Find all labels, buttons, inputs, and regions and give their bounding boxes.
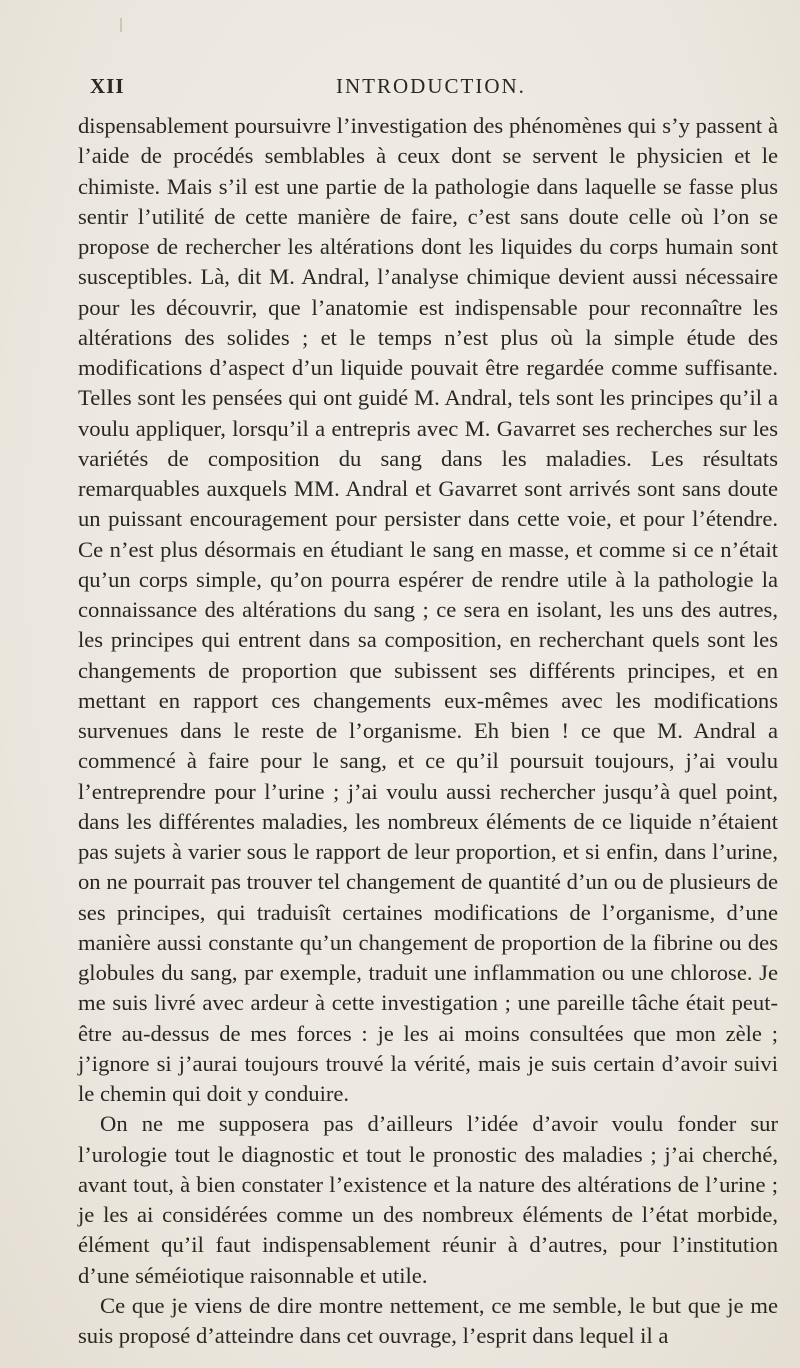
body-text: [78, 111, 778, 1351]
page-blemish: [120, 18, 122, 32]
page-number: XII: [90, 74, 125, 98]
paragraph-3: Ce que je viens de dire montre nettement, ce me semble, le but que je me suis proposé d’atteindre dans cet ouvrage, l’esprit dans lequel il a: [78, 1292, 778, 1348]
paragraph-2: On ne me supposera pas d’ailleurs l’idée d’avoir voulu fonder sur l’urologie tout le diagnostic et tout le pronostic des maladies ; j’ai cherché, avant tout, à bien constater l’existence et la nature des altérations de l’urine ; je les ai considérées comme un des nombreux éléments de l’état morbide, élément qu’il faut indispensablement réunir à d’autres, pour l’institution d’une séméiotique raisonnable et utile.: [78, 1111, 778, 1288]
paragraph-1: dispensablement poursuivre l’investigation des phénomènes qui s’y passent à l’aide de procédés semblables à ceux dont se servent le physicien et le chimiste. Mais s’il est une partie de la pathologie dans laquelle se fasse plus sentir l’utilité de cette manière de faire, c’est sans doute celle où l’on se propose de rechercher les altérations dont les liquides du corps humain sont susceptibles. Là, dit M. Andral, l’analyse chimique devient aussi nécessaire pour les découvrir, que l’anatomie est indispensable pour reconnaître les altérations des solides ; et le temps n’est plus où la simple étude des modifications d’aspect d’un liquide pouvait être regardée comme suffisante. Telles sont les pensées qui ont guidé M. Andral, tels sont les principes qu’il a voulu appliquer, lorsqu’il a entrepris avec M. Gavarret ses recherches sur les variétés de composition du sang dans les maladies. Les résultats remarquables auxquels MM. Andral et Gavarret sont arrivés sont sans doute un puissant encouragement pour persister dans cette voie, et pour l’étendre. Ce n’est plus désormais en étudiant le sang en masse, et comme si ce n’était qu’un corps simple, qu’on pourra espérer de rendre utile à la pathologie la connaissance des altérations du sang ; ce sera en isolant, les uns des autres, les principes qui entrent dans sa composition, en recherchant quels sont les changements de proportion que subissent ses différents principes, et en mettant en rapport ces changements eux-mêmes avec les modifications survenues dans le reste de l’organisme. Eh bien ! ce que M. Andral a commencé à faire pour le sang, et ce qu’il poursuit toujours, j’ai voulu l’entreprendre pour l’urine ; j’ai voulu aussi rechercher jusqu’à quel point, dans les différentes maladies, les nombreux éléments de ce liquide n’étaient pas sujets à varier sous le rapport de leur proportion, et si enfin, dans l’urine, on ne pourrait pas trouver tel changement de quantité d’un ou de plusieurs de ses principes, qui traduisît certaines modifications de l’organisme, d’une manière aussi constante qu’un changement de proportion de la fibrine ou des globules du sang, par exemple, traduit une inflammation ou une chlorose. Je me suis livré avec ardeur à cette investigation ; une pareille tâche était peut-être au-dessus de mes forces : je les ai moins consultées que mon zèle ; j’ignore si j’aurai toujours trouvé la vérité, mais je suis certain d’avoir suivi le chemin qui doit y conduire.: [78, 113, 778, 1106]
running-head: INTRODUCTION.: [336, 74, 526, 98]
page-header: [76, 74, 776, 104]
